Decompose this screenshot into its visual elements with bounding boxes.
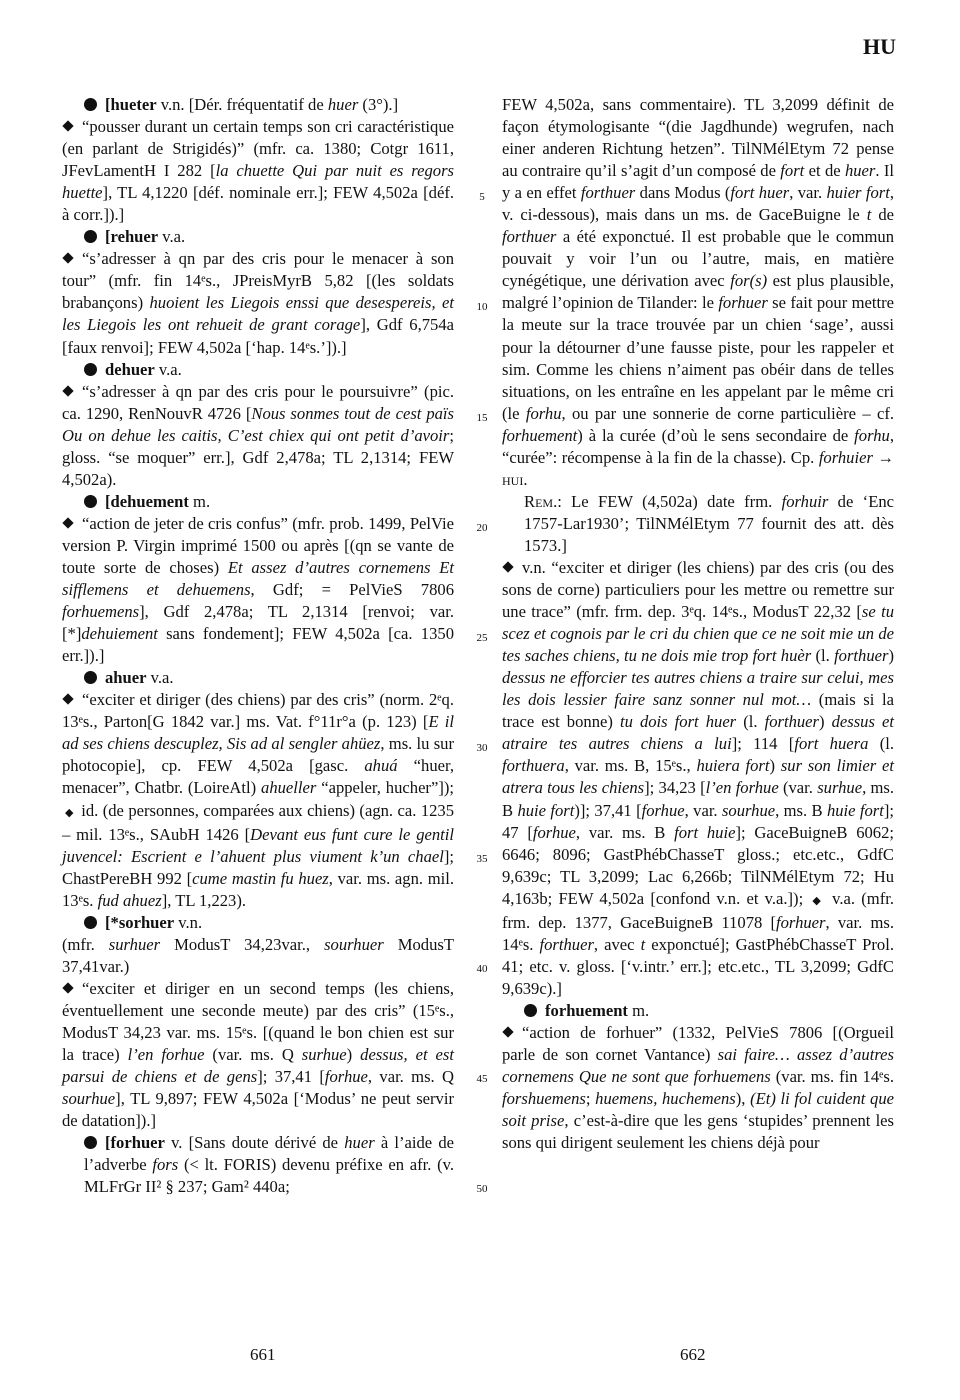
text-run: dans Modus ( [635, 183, 731, 203]
bullet-icon [84, 98, 97, 111]
text-run: , ou par une sonnerie de corne particulière – cf. [561, 403, 894, 423]
citation-italic: surhue [817, 778, 863, 798]
entry-headword-line [62, 94, 454, 116]
entry-headword-line [62, 912, 454, 934]
citation-italic: fors [152, 1155, 179, 1175]
headword: [hueter [105, 95, 157, 114]
headword: dehuer [105, 359, 155, 379]
text-run: v.a. [154, 359, 182, 379]
citation-italic: huie fort [826, 800, 884, 820]
citation-italic: fort [780, 161, 805, 181]
text-run: , ms. B [502, 778, 894, 820]
small-caps-text: Rem. [524, 491, 558, 511]
citation-italic: forthuer [502, 227, 557, 247]
diamond-icon [62, 517, 73, 528]
text-run: ]; GaceBuigneB 6062; 6646; 8096; GastPhébChasseT gloss.; etc.etc., GdfC 9,639c; TL 3,2099; Lac 6,266b; TilNMélEtym 72; Hu 4,163b; FEW 4,502a [confond v.n. et v.a.]); [502, 822, 894, 908]
text-run: v.a. (mfr. frm. dep. 1377, GaceBuigneB 11078 [ [502, 888, 894, 932]
bullet-icon [84, 1136, 97, 1149]
diamond-icon [502, 561, 513, 572]
citation-italic: forhuer [718, 293, 768, 313]
diamond-icon [62, 385, 73, 396]
text-run: ModusT 37,41var.) [62, 934, 454, 976]
text-run: (mais si la trace est bonne) [502, 690, 894, 732]
text-run: , Gdf; = PelVieS 7806 [250, 580, 454, 600]
citation-italic: forhuemens [62, 602, 140, 622]
text-run: FEW 4,502a, sans commentaire). TL 3,2099 définit de façon étymologisante “(die Jagdhunde) wegrufen, nach einer anderen Richtung hetzen”. TilNMélEtym 72 pense au contraire qu’il s’agit d’un composé de [502, 95, 894, 181]
definition-paragraph [62, 116, 454, 226]
text-run: , var. ms. 14ᵉs. [502, 912, 894, 954]
text-run: : Le FEW (4,502a) date frm. [557, 491, 782, 511]
citation-italic: sourhuer [324, 934, 384, 954]
text-run: , var. ms. Q [367, 1067, 454, 1087]
citation-italic: ahueller [261, 778, 317, 798]
citation-italic: forhuement [502, 425, 578, 445]
line-number: 35 [476, 852, 488, 865]
text-run: ) [888, 646, 894, 666]
citation-italic: l’en forhue [127, 1045, 205, 1065]
line-number: 45 [476, 1073, 488, 1086]
citation-italic: fort huera [794, 734, 869, 754]
headword: [dehuement [105, 491, 189, 511]
headword: [forhuer [105, 1133, 165, 1153]
citation-italic: Devant eus funt cure le gentil juvencel: Escrient e l’ahuent plus viument k’un chael [62, 824, 454, 866]
text-run: , avec [593, 934, 641, 954]
headword: ahuer [105, 668, 147, 688]
text-run: “action de forhuer” (1332, PelVieS 7806 [(Orgueil parle de son cornet Vantance) [502, 1022, 894, 1065]
right-column [502, 94, 894, 1154]
text-run: ) [769, 756, 781, 776]
definition-paragraph [502, 1022, 894, 1154]
text-run: (< lt. FORIS) devenu préfixe en afr. (v. MLFrGr II² § 237; Gam² 440a; [84, 1155, 455, 1197]
text-run: . Il y a en effet [502, 161, 895, 203]
diamond-inline-icon: ◆ [65, 806, 74, 819]
text-run: de ‘Enc 1757-Lar1930’; TilNMélEtym 77 fournit des att. dès 1573.] [524, 491, 894, 555]
citation-italic: forhuir [781, 491, 829, 511]
line-number: 5 [479, 191, 485, 204]
text-run: ], Gdf 2,478a; TL 2,1314 [renvoi; var. [*] [62, 602, 454, 644]
text-run: , ms. lu sur photocopie], cp. FEW 4,502a [gasc. [62, 734, 455, 776]
text-run: exponctué]; GastPhébChasseT Prol. 41; etc. v. gloss. [‘v.intr.’ err.]; etc.etc., TL 3,2099; GdfC 9,639c).] [502, 934, 894, 998]
citation-italic: tu dois fort huer [619, 712, 737, 732]
text-run: , v. ci-dessous), mais dans un ms. de GaceBuigne le [502, 183, 895, 225]
text-run: v.a. [158, 227, 186, 247]
text-run: , ms. B [775, 800, 827, 820]
text-run: , var. ms. agn. mil. 13ᵉs. [62, 868, 454, 910]
citation-italic: dessus ne efforcier tes autres chiens a traire sur celui, mes les dois lessier faire sanz sonner nul mot… [502, 668, 894, 710]
text-run: sans fondement]; FEW 4,502a [ca. 1350 err.]).] [62, 624, 454, 666]
citation-italic: huoient les Liegois enssi que desespereis, et les Liegois les ont rehueit de grant corage [62, 293, 454, 335]
text-run: ) [346, 1045, 361, 1065]
bullet-icon [84, 671, 97, 684]
text-run: , var. [789, 183, 827, 203]
diamond-icon [62, 982, 73, 993]
text-run: (mfr. [62, 934, 109, 954]
text-run: , var. [684, 800, 722, 820]
text-run: v.n. [Dér. fréquentatif de [156, 95, 328, 114]
citation-italic: forhuer [776, 912, 826, 932]
diamond-icon [62, 120, 73, 131]
text-run: ]; 114 [ [731, 734, 795, 754]
citation-italic: forthuera [502, 756, 565, 776]
text-run: ], TL 4,1220 [déf. nominale err.]; FEW 4,502a [déf. à corr.]).] [62, 183, 454, 225]
text-run: , c’est-à-dire que les gens ‘stupides’ prennent les sons qui dirigent seulement les chiens déjà pour [502, 1111, 895, 1153]
line-number: 10 [476, 301, 488, 314]
text-run: )]; 37,41 [ [574, 800, 642, 820]
text-run: ], TL 1,223). [161, 890, 247, 910]
page-number-left: 661 [250, 1345, 276, 1364]
text-run: “exciter et diriger en un second temps (les chiens, éventuellement une seconde meute) par des cris” (15ᵉs., ModusT 34,23 var. ms. 15ᵉs. [(quand le bon chien est sur la trace) [62, 978, 454, 1065]
left-column [62, 94, 454, 1198]
citation-italic: surhue [301, 1045, 347, 1065]
text-run: ) à la curée (d’où le sens secondaire de [577, 425, 855, 445]
definition-paragraph [62, 978, 454, 1132]
text-run: “s’adresser à qn par des cris pour le poursuivre” (pic. ca. 1290, RenNouvR 4726 [ [62, 381, 454, 423]
text-run: ; gloss. “se moquer” err.], Gdf 2,478a; TL 2,1314; FEW 4,502a). [62, 425, 454, 489]
text-run: id. (de personnes, comparées aux chiens) (agn. ca. 1235 – mil. 13ᵉs., SAubH 1426 [ [62, 800, 455, 844]
text-paragraph [502, 94, 894, 491]
text-run: ), [735, 1089, 751, 1109]
citation-italic: huer [844, 161, 876, 181]
text-run: ModusT 34,23var., [160, 934, 325, 954]
citation-italic: huemens, huchemens [595, 1089, 736, 1109]
text-run: ) [819, 712, 832, 732]
citation-italic: se tu scez et cognois par le cri du chien que ce ne soit mie un de tes saches chiens, tu ne dois mie trop fort huèr [502, 602, 894, 666]
citation-italic: huie fort [517, 800, 575, 820]
citation-italic: l’en forhue [705, 778, 779, 798]
text-run: m. [627, 1000, 650, 1020]
citation-italic: forshuemens [502, 1089, 586, 1109]
citation-italic: t [866, 205, 872, 225]
text-run: . [523, 469, 528, 489]
definition-paragraph [502, 557, 894, 1000]
text-run: est plus plausible, malgré l’opinion de Tilander: le [502, 271, 894, 313]
text-run: a été exponctué. Il est probable que le commun pouvait y voir l’un ou l’autre, mais, en matière cynégétique, une dérivation avec [502, 227, 894, 291]
citation-italic: forhue [641, 800, 685, 820]
headword: [*sorhuer [105, 912, 175, 932]
text-run: “exciter et diriger (des chiens) par des cris” (norm. 2ᵉq. 13ᵉs., Parton[G 1842 var.] ms. Vat. f°11r°a (p. 123) [ [62, 690, 454, 732]
text-run: v.n. [174, 912, 203, 932]
citation-italic: cume mastin fu huez [192, 868, 329, 888]
citation-italic: sai faire… assez d’autres cornemens Que ne sont que forhuemens [502, 1045, 894, 1087]
text-run: et de [804, 161, 845, 181]
definition-paragraph [62, 248, 454, 358]
definition-paragraph [62, 381, 454, 491]
text-run: (l. [868, 734, 895, 754]
diamond-icon [502, 1026, 513, 1037]
text-run: v.n. “exciter et diriger (les chiens) par des cris (ou des sons de corne) particuliers pour les mettre ou remettre sur une trace” (mfr. frm. dep. 3ᵉq. 14ᵉs., ModusT 22,32 [ [502, 557, 894, 622]
diamond-inline-icon: ◆ [812, 894, 823, 907]
text-run: v.a. [146, 668, 174, 688]
text-run: “appeler, hucher”]); [316, 778, 454, 798]
text-run: “s’adresser à qn par des cris pour le menacer à son tour” (mfr. fin 14ᵉs., JPreisMyrB 5,82 [(les soldats brabançons) [62, 249, 454, 313]
diamond-icon [62, 253, 73, 264]
entry-headword-line [62, 667, 454, 689]
line-number: 20 [476, 521, 488, 534]
citation-italic: huier fort [826, 183, 890, 203]
citation-italic: huiera fort [696, 756, 770, 776]
text-run: “huer, menacer”, Chatbr. (LoireAtl) [62, 756, 455, 798]
text-run: ]; 34,23 [ [644, 778, 706, 798]
page-number-right: 662 [680, 1345, 706, 1364]
citation-italic: sur son limier et atrera tous les chiens [502, 756, 894, 798]
citation-italic: forthuer [580, 183, 636, 203]
citation-italic: dehuiement [81, 624, 158, 644]
text-run: de [871, 205, 894, 225]
citation-italic: huer [344, 1133, 375, 1153]
remark-paragraph [502, 491, 894, 557]
citation-italic: dessus, et est parsui de chiens et de gens [62, 1045, 454, 1087]
line-number: 40 [476, 962, 488, 975]
text-run: , var. ms. B [575, 822, 675, 842]
text-run: ]; 47 [ [502, 800, 894, 842]
line-number: 50 [476, 1183, 488, 1196]
citation-italic: ahuá [364, 756, 398, 776]
text-run: “pousser durant un certain temps son cri caractéristique (en parlant de Strigidés)” (mfr. ca. 1380; Cotgr 1611, JFevLamentH I 282 [ [62, 117, 454, 181]
text-run: “action de jeter de cris confus” (mfr. prob. 1499, PelVie version P. Virgin imprimé 1500 ou après [(qn se vante de toute sorte de choses) [62, 513, 454, 577]
text-run: , var. ms. B, 15ᵉs., [564, 756, 697, 776]
text-run: (l. [811, 646, 835, 666]
entry-headword-line [62, 359, 454, 381]
text-run: ; [585, 1089, 596, 1109]
citation-italic: sourhue [62, 1089, 116, 1109]
citation-italic: E il ad ses chiens descuplez, Sis ad al sengler ahüez [62, 712, 454, 754]
citation-italic: forhue [324, 1067, 368, 1087]
text-run: ]; ChastPereBH 992 [ [62, 846, 454, 888]
citation-italic: forhue [532, 822, 576, 842]
text-run: (var. [778, 778, 818, 798]
definition-paragraph [62, 689, 454, 911]
entry-headword-line [62, 226, 454, 248]
citation-italic: fort huer [730, 183, 790, 203]
citation-italic: fort huie [674, 822, 736, 842]
citation-italic: Et assez d’autres cornemens Et sifflemens et dehuemens [62, 557, 454, 600]
text-run: ], Gdf 6,754a [faux renvoi]; FEW 4,502a [‘hap. 14ᵉs.’]).] [62, 315, 455, 357]
line-number: 30 [476, 742, 488, 755]
bullet-icon [84, 363, 97, 376]
running-head: HU [863, 34, 896, 59]
text-run: (var. ms. Q [204, 1045, 302, 1065]
entry-headword-line [62, 491, 454, 513]
line-number: 15 [476, 411, 488, 424]
citation-italic: forhu [525, 403, 562, 423]
citation-italic: forthuer [539, 934, 594, 954]
citation-italic: forthuer [764, 712, 819, 732]
citation-italic: surhuer [108, 934, 161, 954]
text-run: m. [188, 491, 211, 511]
citation-italic: fud ahuez [97, 890, 162, 910]
text-run: à l’aide de l’adverbe [84, 1133, 455, 1175]
citation-italic: Nous sonmes tout de cest païs Ou on dehue les caitis, C’est chiex qui ont petit d’avoir [62, 403, 454, 445]
citation-italic: forthuer [834, 646, 889, 666]
citation-italic: la chuette Qui par nuit es regors huette [62, 161, 454, 203]
text-run: (var. ms. fin 14ᵉs. [770, 1067, 894, 1087]
text-run: , “curée”: récompense à la fin de la chasse). Cp. [502, 425, 894, 467]
entry-headword-line [62, 1132, 454, 1198]
definition-paragraph [62, 513, 454, 667]
small-caps-text: hui [502, 469, 524, 489]
citation-italic: dessus et atraire tes autres chiens a lui [502, 712, 894, 754]
bullet-icon [84, 916, 97, 929]
citation-italic: sourhue [721, 800, 776, 820]
bullet-icon [524, 1004, 537, 1017]
citation-italic: huer [327, 95, 359, 114]
line-number: 25 [476, 632, 488, 645]
citation-italic: forhu [854, 425, 890, 445]
headword: forhuement [545, 1000, 628, 1020]
bullet-icon [84, 230, 97, 243]
text-run: (l. [736, 712, 765, 732]
headword: [rehuer [105, 227, 159, 247]
text-run: v. [Sans doute dérivé de [164, 1133, 345, 1153]
text-run: ]; 37,41 [ [257, 1067, 325, 1087]
diamond-icon [62, 694, 73, 705]
entry-headword-line [502, 1000, 894, 1022]
text-run: (3°).] [358, 95, 399, 114]
citation-italic: forhuier [818, 447, 873, 467]
citation-italic: (Et) li fol cuident que soit prise [502, 1089, 894, 1131]
citation-italic: t [640, 934, 646, 954]
citation-italic: for(s) [730, 271, 768, 291]
bullet-icon [84, 495, 97, 508]
text-run: → [872, 447, 894, 467]
text-paragraph [62, 934, 454, 978]
text-run: ], TL 9,897; FEW 4,502a [‘Modus’ ne peut servir de datation]).] [62, 1089, 454, 1131]
text-run: se fait pour mettre la meute sur la trace trouvée par un chien ‘sage’, aussi pour la détourner d’une fausse piste, pour les rappeler et sim. Comme les chiens n’aiment pas obéir dans de telles situations, on les entraîne en les appelant par le même cri (le [502, 293, 894, 423]
